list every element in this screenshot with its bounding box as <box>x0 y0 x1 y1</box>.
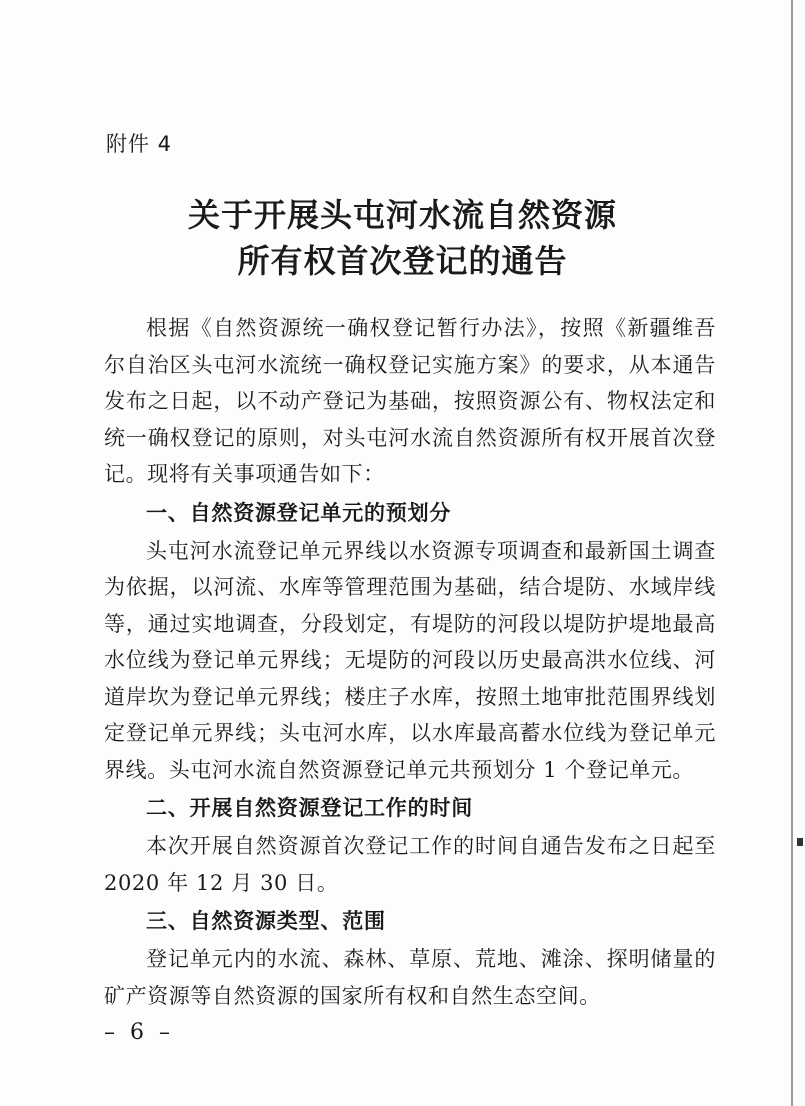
scan-edge-line <box>791 0 793 1106</box>
document-title-line-2: 所有权首次登记的通告 <box>237 242 568 280</box>
section-2-text: 本次开展自然资源首次登记工作的时间自通告发布之日起至 2020 年 12 月 30 日。 <box>104 834 716 895</box>
section-3-heading: 三、自然资源类型、范围 <box>146 909 386 933</box>
section-1-heading: 一、自然资源登记单元的预划分 <box>146 500 452 525</box>
section-3-text: 登记单元内的水流、森林、草原、荒地、滩涂、探明储量的矿产资源等自然资源的国家所有权和自然生态空间。 <box>104 947 716 1008</box>
section-2-heading: 二、开展自然资源登记工作的时间 <box>146 796 473 820</box>
document-title-line-1: 关于开展头屯河水流自然资源 <box>187 196 617 234</box>
attachment-label: 附件 4 <box>106 132 173 156</box>
section-1-text: 头屯河水流登记单元界线以水资源专项调查和最新国土调查为依据，以河流、水库等管理范围为基础，结合堤防、水域岸线等，通过实地调查，分段划定，有堤防的河段以堤防护堤地最高水位线为登记单元界线；无堤防的河段以历史最高洪水位线、河道岸坎为登记单元界线；楼庄子水库，按照土地审批范围界线划定登记单元界线；头屯河水库，以水库最高蓄水位线为登记单元界线。头屯河水流自然资源登记单元共预划分 1 个登记单元。 <box>104 538 716 782</box>
page-number: – 6 – <box>104 1020 174 1045</box>
intro-paragraph: 根据《自然资源统一确权登记暂行办法》，按照《新疆维吾尔自治区头屯河水流统一确权登记实施方案》的要求，从本通告发布之日起，以不动产登记为基础，按照资源公有、物权法定和统一确权登记的原则，对头屯河水流自然资源所有权开展首次登记。现将有关事项通告如下： <box>104 316 716 486</box>
document-body <box>104 310 716 1014</box>
scan-mark <box>797 838 803 846</box>
